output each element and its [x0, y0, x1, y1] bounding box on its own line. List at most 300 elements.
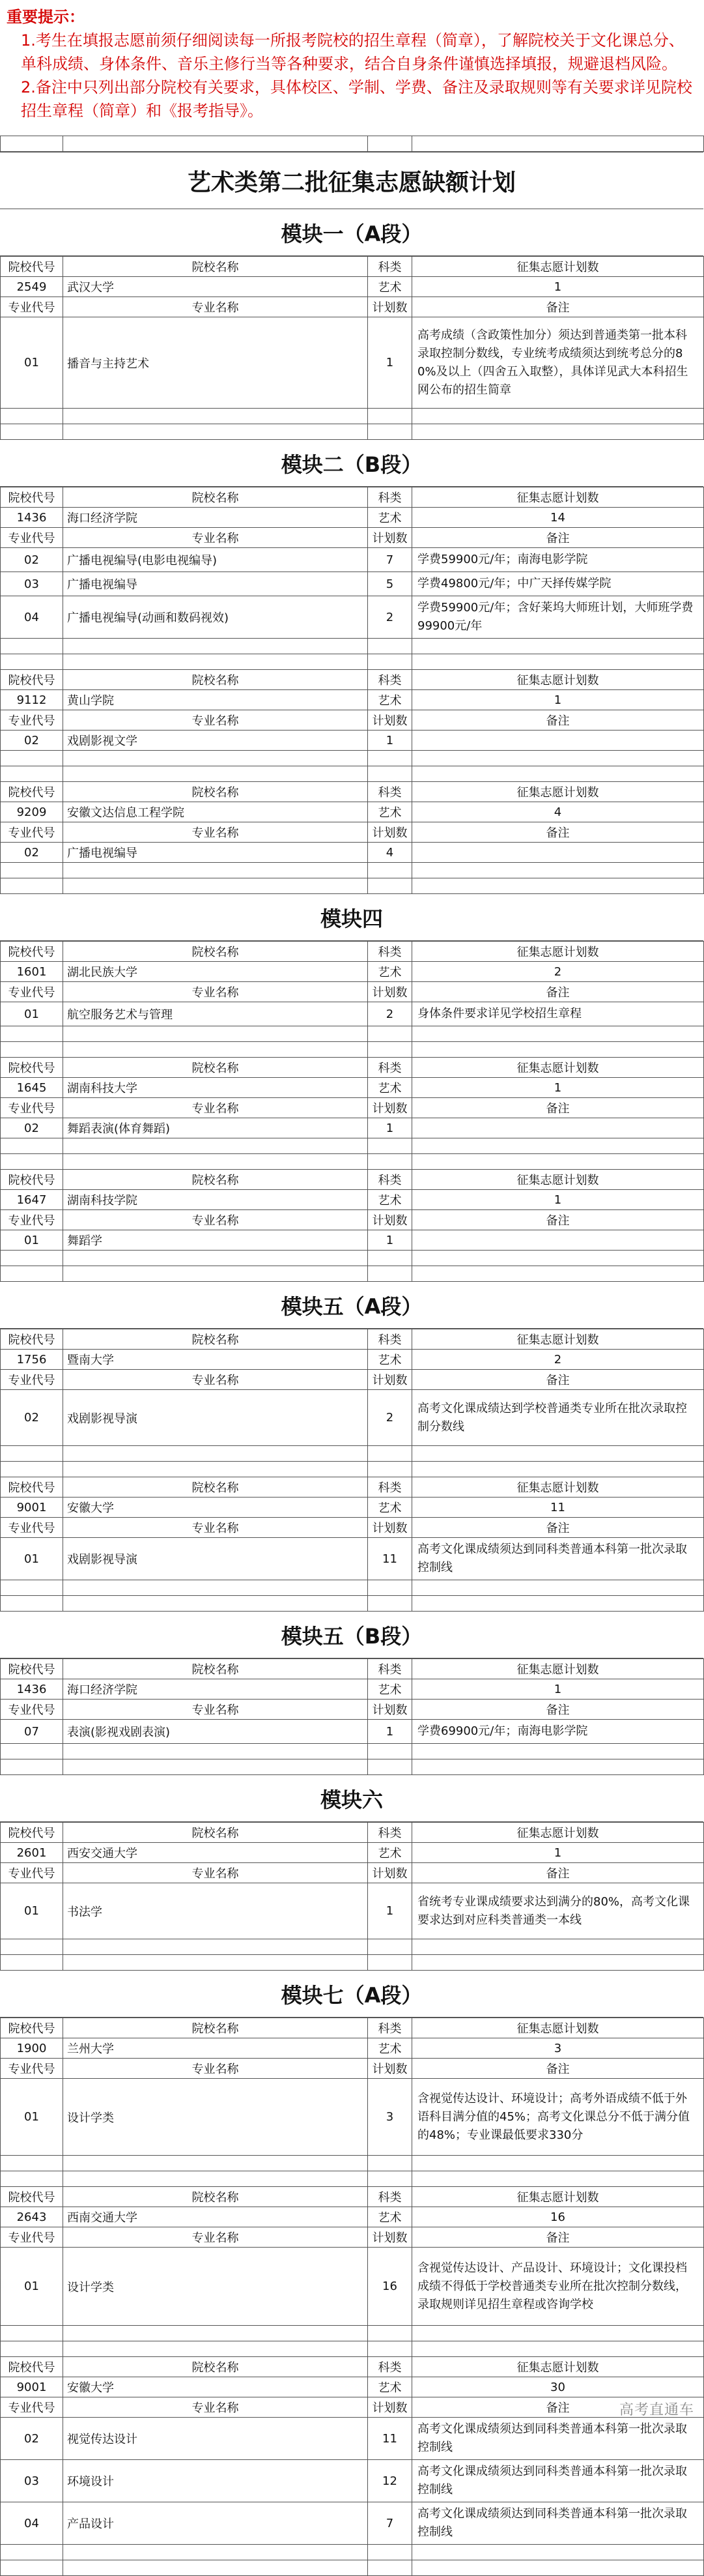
- school-name: 海口经济学院: [63, 508, 368, 528]
- blank-row: [1, 424, 704, 440]
- header-remark: 备注: [412, 1370, 704, 1390]
- major-remark: 身体条件要求详见学校招生章程: [412, 1002, 704, 1026]
- major-row: [1, 731, 704, 751]
- header-count: 计划数: [368, 822, 412, 843]
- header-major-code: 专业代号: [1, 982, 63, 1002]
- blank-row: [1, 2171, 704, 2187]
- header-category: 科类: [368, 2018, 412, 2038]
- blank-cell: [368, 1138, 412, 1154]
- blank-cell: [1, 2545, 63, 2560]
- header-major-name: 专业名称: [63, 1210, 368, 1230]
- major-code: 02: [1, 1390, 63, 1446]
- school-row: [1, 2038, 704, 2059]
- major-count: 11: [368, 2418, 412, 2460]
- module-table: [0, 1658, 704, 1775]
- page-title: 艺术类第二批征集志愿缺额计划: [0, 152, 703, 209]
- header-category: 科类: [368, 1823, 412, 1843]
- header-major-code: 专业代号: [1, 822, 63, 843]
- blank-cell: [412, 1939, 704, 1955]
- major-count: 11: [368, 1538, 412, 1580]
- blank-cell: [412, 1955, 704, 1971]
- blank-cell: [1, 1596, 63, 1612]
- major-code: 01: [1, 1538, 63, 1580]
- header-school-code: 院校代号: [1, 2357, 63, 2377]
- major-row: [1, 1883, 704, 1939]
- header-major-name: 专业名称: [63, 1098, 368, 1118]
- header-plan-count: 征集志愿计划数: [412, 1329, 704, 1350]
- blank-row: [1, 1744, 704, 1759]
- major-name: 产品设计: [63, 2502, 368, 2545]
- blank-cell: [63, 1026, 368, 1042]
- header-school-code: 院校代号: [1, 670, 63, 690]
- header-category: 科类: [368, 2187, 412, 2207]
- header-school-name: 院校名称: [63, 1329, 368, 1350]
- school-code: 9112: [1, 690, 63, 710]
- major-name: 环境设计: [63, 2460, 368, 2502]
- header-category: 科类: [368, 2357, 412, 2377]
- major-count: 3: [368, 2079, 412, 2156]
- blank-cell: [368, 1955, 412, 1971]
- blank-cell: [412, 1759, 704, 1775]
- blank-cell: [63, 1462, 368, 1477]
- major-remark: [412, 1118, 704, 1138]
- header-plan-count: 征集志愿计划数: [412, 782, 704, 802]
- blank-cell: [368, 751, 412, 766]
- blank-cell: [63, 1596, 368, 1612]
- major-row: [1, 548, 704, 572]
- header-school-name: 院校名称: [63, 670, 368, 690]
- blank-cell: [368, 1026, 412, 1042]
- major-row: [1, 2418, 704, 2460]
- blank-cell: [368, 1759, 412, 1775]
- blank-row: [1, 751, 704, 766]
- header-plan-count: 征集志愿计划数: [412, 670, 704, 690]
- major-count: 7: [368, 548, 412, 572]
- blank-cell: [63, 863, 368, 878]
- major-count: 1: [368, 1883, 412, 1939]
- major-header-row: [1, 2059, 704, 2079]
- blank-cell: [1, 766, 63, 782]
- header-school-code: 院校代号: [1, 2187, 63, 2207]
- module-title: 模块五（A段）: [0, 1282, 703, 1329]
- major-header-row: [1, 822, 704, 843]
- blank-cell: [63, 1744, 368, 1759]
- blank-cell: [368, 766, 412, 782]
- blank-row: [1, 1596, 704, 1612]
- blank-row: [1, 2156, 704, 2171]
- blank-cell: [1, 1462, 63, 1477]
- major-header-row: [1, 710, 704, 731]
- major-code: 02: [1, 548, 63, 572]
- header-school-code: 院校代号: [1, 782, 63, 802]
- blank-cell: [412, 1744, 704, 1759]
- blank-cell: [368, 1939, 412, 1955]
- major-remark: 含视觉传达设计、环境设计；高考外语成绩不低于外语科目满分值的45%；高考文化课总分不低于满分值的48%；专业课最低要求330分: [412, 2079, 704, 2156]
- header-count: 计划数: [368, 1700, 412, 1720]
- major-count: 4: [368, 843, 412, 863]
- header-category: 科类: [368, 1170, 412, 1190]
- header-major-name: 专业名称: [63, 710, 368, 731]
- blank-cell: [1, 2560, 63, 2576]
- blank-cell: [412, 409, 704, 424]
- header-school-code: 院校代号: [1, 1477, 63, 1498]
- school-code: 2643: [1, 2207, 63, 2227]
- major-remark: [412, 731, 704, 751]
- school-name: 湖南科技大学: [63, 1078, 368, 1098]
- major-count: 1: [368, 731, 412, 751]
- major-row: [1, 596, 704, 639]
- blank-row: [1, 1955, 704, 1971]
- major-remark: 学费69900元/年；南海电影学院: [412, 1720, 704, 1744]
- header-category: 科类: [368, 782, 412, 802]
- blank-cell: [63, 639, 368, 654]
- school-header-row: [1, 2187, 704, 2207]
- header-count: 计划数: [368, 710, 412, 731]
- header-count: 计划数: [368, 297, 412, 317]
- module-table: [0, 256, 704, 440]
- blank-cell: [63, 2326, 368, 2341]
- header-school-name: 院校名称: [63, 487, 368, 508]
- header-remark: 备注: [412, 1518, 704, 1538]
- blank-row: [1, 409, 704, 424]
- school-plan-count: 1: [412, 1679, 704, 1700]
- header-remark: 备注: [412, 1210, 704, 1230]
- school-row: [1, 1190, 704, 1210]
- school-name: 黄山学院: [63, 690, 368, 710]
- blank-cell: [1, 1026, 63, 1042]
- major-row: [1, 572, 704, 596]
- major-row: [1, 843, 704, 863]
- major-name: 设计学类: [63, 2079, 368, 2156]
- school-code: 1756: [1, 1350, 63, 1370]
- school-plan-count: 14: [412, 508, 704, 528]
- blank-cell: [63, 766, 368, 782]
- header-major-name: 专业名称: [63, 822, 368, 843]
- major-remark: [412, 843, 704, 863]
- school-plan-count: 16: [412, 2207, 704, 2227]
- school-category: 艺术: [368, 1190, 412, 1210]
- notice-heading: 重要提示：: [7, 8, 85, 26]
- major-count: 1: [368, 317, 412, 409]
- blank-row: [1, 1042, 704, 1058]
- module-title: 模块一（A段）: [0, 209, 703, 256]
- school-category: 艺术: [368, 1350, 412, 1370]
- school-name: 安徽大学: [63, 1498, 368, 1518]
- blank-cell: [412, 424, 704, 440]
- major-name: 舞蹈表演(体育舞蹈): [63, 1118, 368, 1138]
- header-count: 计划数: [368, 1098, 412, 1118]
- major-row: [1, 2460, 704, 2502]
- blank-cell: [63, 409, 368, 424]
- blank-cell: [63, 751, 368, 766]
- major-count: 5: [368, 572, 412, 596]
- major-remark: 学费49800元/年；中广天择传媒学院: [412, 572, 704, 596]
- major-code: 02: [1, 731, 63, 751]
- blank-cell: [63, 1580, 368, 1596]
- header-major-name: 专业名称: [63, 2227, 368, 2248]
- school-header-row: [1, 1659, 704, 1679]
- header-category: 科类: [368, 670, 412, 690]
- blank-cell: [368, 1042, 412, 1058]
- header-school-name: 院校名称: [63, 782, 368, 802]
- major-count: 2: [368, 1002, 412, 1026]
- header-major-code: 专业代号: [1, 1700, 63, 1720]
- major-code: 04: [1, 2502, 63, 2545]
- module-title: 模块七（A段）: [0, 1971, 703, 2018]
- major-name: 播音与主持艺术: [63, 317, 368, 409]
- blank-cell: [412, 2171, 704, 2187]
- blank-cell: [412, 2326, 704, 2341]
- blank-cell: [63, 2156, 368, 2171]
- school-code: 1601: [1, 962, 63, 982]
- school-code: 9001: [1, 1498, 63, 1518]
- school-name: 暨南大学: [63, 1350, 368, 1370]
- blank-cell: [1, 1939, 63, 1955]
- blank-cell: [368, 2326, 412, 2341]
- header-count: 计划数: [368, 528, 412, 548]
- school-header-row: [1, 487, 704, 508]
- header-count: 计划数: [368, 1518, 412, 1538]
- blank-cell: [63, 1138, 368, 1154]
- blank-cell: [412, 1251, 704, 1266]
- major-header-row: [1, 1518, 704, 1538]
- blank-cell: [368, 2171, 412, 2187]
- major-count: 12: [368, 2460, 412, 2502]
- school-name: 湖北民族大学: [63, 962, 368, 982]
- blank-cell: [412, 751, 704, 766]
- blank-cell: [1, 878, 63, 894]
- header-school-name: 院校名称: [63, 1058, 368, 1078]
- blank-cell: [1, 1154, 63, 1170]
- major-row: [1, 2248, 704, 2326]
- header-plan-count: 征集志愿计划数: [412, 2187, 704, 2207]
- blank-cell: [412, 1138, 704, 1154]
- header-school-name: 院校名称: [63, 1823, 368, 1843]
- school-plan-count: 1: [412, 277, 704, 297]
- major-name: 戏剧影视导演: [63, 1538, 368, 1580]
- blank-cell: [368, 1580, 412, 1596]
- major-code: 01: [1, 1883, 63, 1939]
- blank-row: [1, 654, 704, 670]
- header-school-name: 院校名称: [63, 2187, 368, 2207]
- school-plan-count: 11: [412, 1498, 704, 1518]
- header-count: 计划数: [368, 2059, 412, 2079]
- major-remark: 高考成绩（含政策性加分）须达到普通类第一批本科录取控制分数线，专业统考成绩须达到统考总分的80%及以上（四舍五入取整），具体详见武大本科招生网公布的招生简章: [412, 317, 704, 409]
- header-remark: 备注: [412, 528, 704, 548]
- blank-cell: [63, 1939, 368, 1955]
- major-code: 01: [1, 2079, 63, 2156]
- major-count: 16: [368, 2248, 412, 2326]
- module-table: [0, 2018, 704, 2576]
- header-school-code: 院校代号: [1, 1823, 63, 1843]
- blank-cell: [412, 1042, 704, 1058]
- blank-cell: [1, 1042, 63, 1058]
- module-list: [0, 209, 703, 2576]
- school-plan-count: 1: [412, 1078, 704, 1098]
- blank-cell: [368, 2545, 412, 2560]
- header-plan-count: 征集志愿计划数: [412, 1477, 704, 1498]
- major-header-row: [1, 297, 704, 317]
- school-code: 9001: [1, 2377, 63, 2397]
- blank-cell: [63, 1154, 368, 1170]
- blank-cell: [1, 424, 63, 440]
- blank-cell: [1, 1759, 63, 1775]
- major-header-row: [1, 1863, 704, 1883]
- blank-cell: [63, 2560, 368, 2576]
- header-remark: 备注: [412, 822, 704, 843]
- major-code: 03: [1, 2460, 63, 2502]
- module-title: 模块五（B段）: [0, 1612, 703, 1658]
- major-code: 02: [1, 2418, 63, 2460]
- school-row: [1, 1078, 704, 1098]
- header-school-code: 院校代号: [1, 942, 63, 962]
- major-row: [1, 1230, 704, 1251]
- header-remark: 备注: [412, 297, 704, 317]
- major-remark: 学费59900元/年；南海电影学院: [412, 548, 704, 572]
- major-code: 04: [1, 596, 63, 639]
- blank-cell: [368, 1266, 412, 1282]
- major-row: [1, 2079, 704, 2156]
- major-name: 广播电视编导: [63, 572, 368, 596]
- blank-cell: [412, 2341, 704, 2357]
- blank-cell: [63, 1759, 368, 1775]
- blank-row: [1, 2326, 704, 2341]
- blank-cell: [412, 639, 704, 654]
- blank-cell: [63, 1446, 368, 1462]
- watermark-text: 高考直通车: [619, 2402, 694, 2418]
- header-major-code: 专业代号: [1, 2059, 63, 2079]
- school-code: 1436: [1, 1679, 63, 1700]
- major-header-row: [1, 528, 704, 548]
- school-plan-count: 3: [412, 2038, 704, 2059]
- header-remark: 备注: [412, 2397, 704, 2418]
- blank-cell: [412, 1446, 704, 1462]
- school-code: 1900: [1, 2038, 63, 2059]
- blank-cell: [368, 2341, 412, 2357]
- blank-cell: [1, 654, 63, 670]
- blank-cell: [412, 1266, 704, 1282]
- blank-cell: [368, 2560, 412, 2576]
- school-header-row: [1, 1477, 704, 1498]
- school-row: [1, 1350, 704, 1370]
- blank-row: [1, 878, 704, 894]
- header-school-name: 院校名称: [63, 257, 368, 277]
- header-major-code: 专业代号: [1, 1863, 63, 1883]
- header-major-code: 专业代号: [1, 528, 63, 548]
- header-category: 科类: [368, 1659, 412, 1679]
- blank-cell: [412, 863, 704, 878]
- major-remark: 高考文化课成绩达到学校普通类专业所在批次录取控制分数线: [412, 1390, 704, 1446]
- header-plan-count: 征集志愿计划数: [412, 2357, 704, 2377]
- header-major-code: 专业代号: [1, 1518, 63, 1538]
- major-code: 01: [1, 317, 63, 409]
- notice-line-2: 2.备注中只列出部分院校有关要求，具体校区、学制、学费、备注及录取规则等有关要求详见院校招生章程（简章）和《报考指导》。: [21, 78, 692, 120]
- header-count: 计划数: [368, 2227, 412, 2248]
- school-header-row: [1, 670, 704, 690]
- major-name: 书法学: [63, 1883, 368, 1939]
- major-name: 广播电视编导: [63, 843, 368, 863]
- header-category: 科类: [368, 1477, 412, 1498]
- blank-cell: [1, 1251, 63, 1266]
- school-name: 西安交通大学: [63, 1843, 368, 1863]
- school-row: [1, 1679, 704, 1700]
- blank-row: [1, 2341, 704, 2357]
- school-category: 艺术: [368, 1679, 412, 1700]
- header-major-name: 专业名称: [63, 297, 368, 317]
- school-category: 艺术: [368, 1498, 412, 1518]
- header-school-code: 院校代号: [1, 1329, 63, 1350]
- module-title: 模块四: [0, 894, 703, 941]
- major-count: 2: [368, 596, 412, 639]
- school-category: 艺术: [368, 962, 412, 982]
- school-plan-count: 1: [412, 1843, 704, 1863]
- header-plan-count: 征集志愿计划数: [412, 257, 704, 277]
- blank-cell: [1, 863, 63, 878]
- header-major-code: 专业代号: [1, 1098, 63, 1118]
- header-remark: 备注: [412, 710, 704, 731]
- school-category: 艺术: [368, 2377, 412, 2397]
- blank-row: [1, 1138, 704, 1154]
- blank-cell: [368, 1462, 412, 1477]
- blank-cell: [412, 878, 704, 894]
- major-remark: 高考文化课成绩须达到同科类普通本科第一批次录取控制线: [412, 2460, 704, 2502]
- school-code: 1647: [1, 1190, 63, 1210]
- header-count: 计划数: [368, 1370, 412, 1390]
- header-major-name: 专业名称: [63, 528, 368, 548]
- blank-cell: [368, 878, 412, 894]
- header-count: 计划数: [368, 1863, 412, 1883]
- header-major-name: 专业名称: [63, 2059, 368, 2079]
- blank-cell: [368, 1744, 412, 1759]
- major-row: [1, 1390, 704, 1446]
- blank-cell: [1, 2341, 63, 2357]
- school-plan-count: 1: [412, 690, 704, 710]
- school-plan-count: 2: [412, 962, 704, 982]
- school-plan-count: 1: [412, 1190, 704, 1210]
- school-name: 西南交通大学: [63, 2207, 368, 2227]
- header-count: 计划数: [368, 1210, 412, 1230]
- school-header-row: [1, 1329, 704, 1350]
- header-school-code: 院校代号: [1, 1058, 63, 1078]
- blank-cell: [63, 2341, 368, 2357]
- header-plan-count: 征集志愿计划数: [412, 942, 704, 962]
- blank-row: [1, 2560, 704, 2576]
- blank-cell: [1, 1744, 63, 1759]
- header-count: 计划数: [368, 982, 412, 1002]
- header-plan-count: 征集志愿计划数: [412, 1170, 704, 1190]
- blank-cell: [63, 1955, 368, 1971]
- blank-cell: [412, 2560, 704, 2576]
- major-header-row: [1, 2227, 704, 2248]
- major-code: 02: [1, 1118, 63, 1138]
- school-category: 艺术: [368, 802, 412, 822]
- blank-row: [1, 1251, 704, 1266]
- header-major-name: 专业名称: [63, 2397, 368, 2418]
- blank-cell: [412, 1596, 704, 1612]
- blank-cell: [1, 1138, 63, 1154]
- major-count: 7: [368, 2502, 412, 2545]
- major-remark: 高考文化课成绩须达到同科类普通本科第一批次录取控制线: [412, 2418, 704, 2460]
- header-major-code: 专业代号: [1, 710, 63, 731]
- school-row: [1, 1843, 704, 1863]
- major-header-row: [1, 2397, 704, 2418]
- blank-row: [1, 1580, 704, 1596]
- header-category: 科类: [368, 257, 412, 277]
- header-major-name: 专业名称: [63, 1700, 368, 1720]
- header-major-code: 专业代号: [1, 297, 63, 317]
- major-row: [1, 1538, 704, 1580]
- blank-cell: [412, 2545, 704, 2560]
